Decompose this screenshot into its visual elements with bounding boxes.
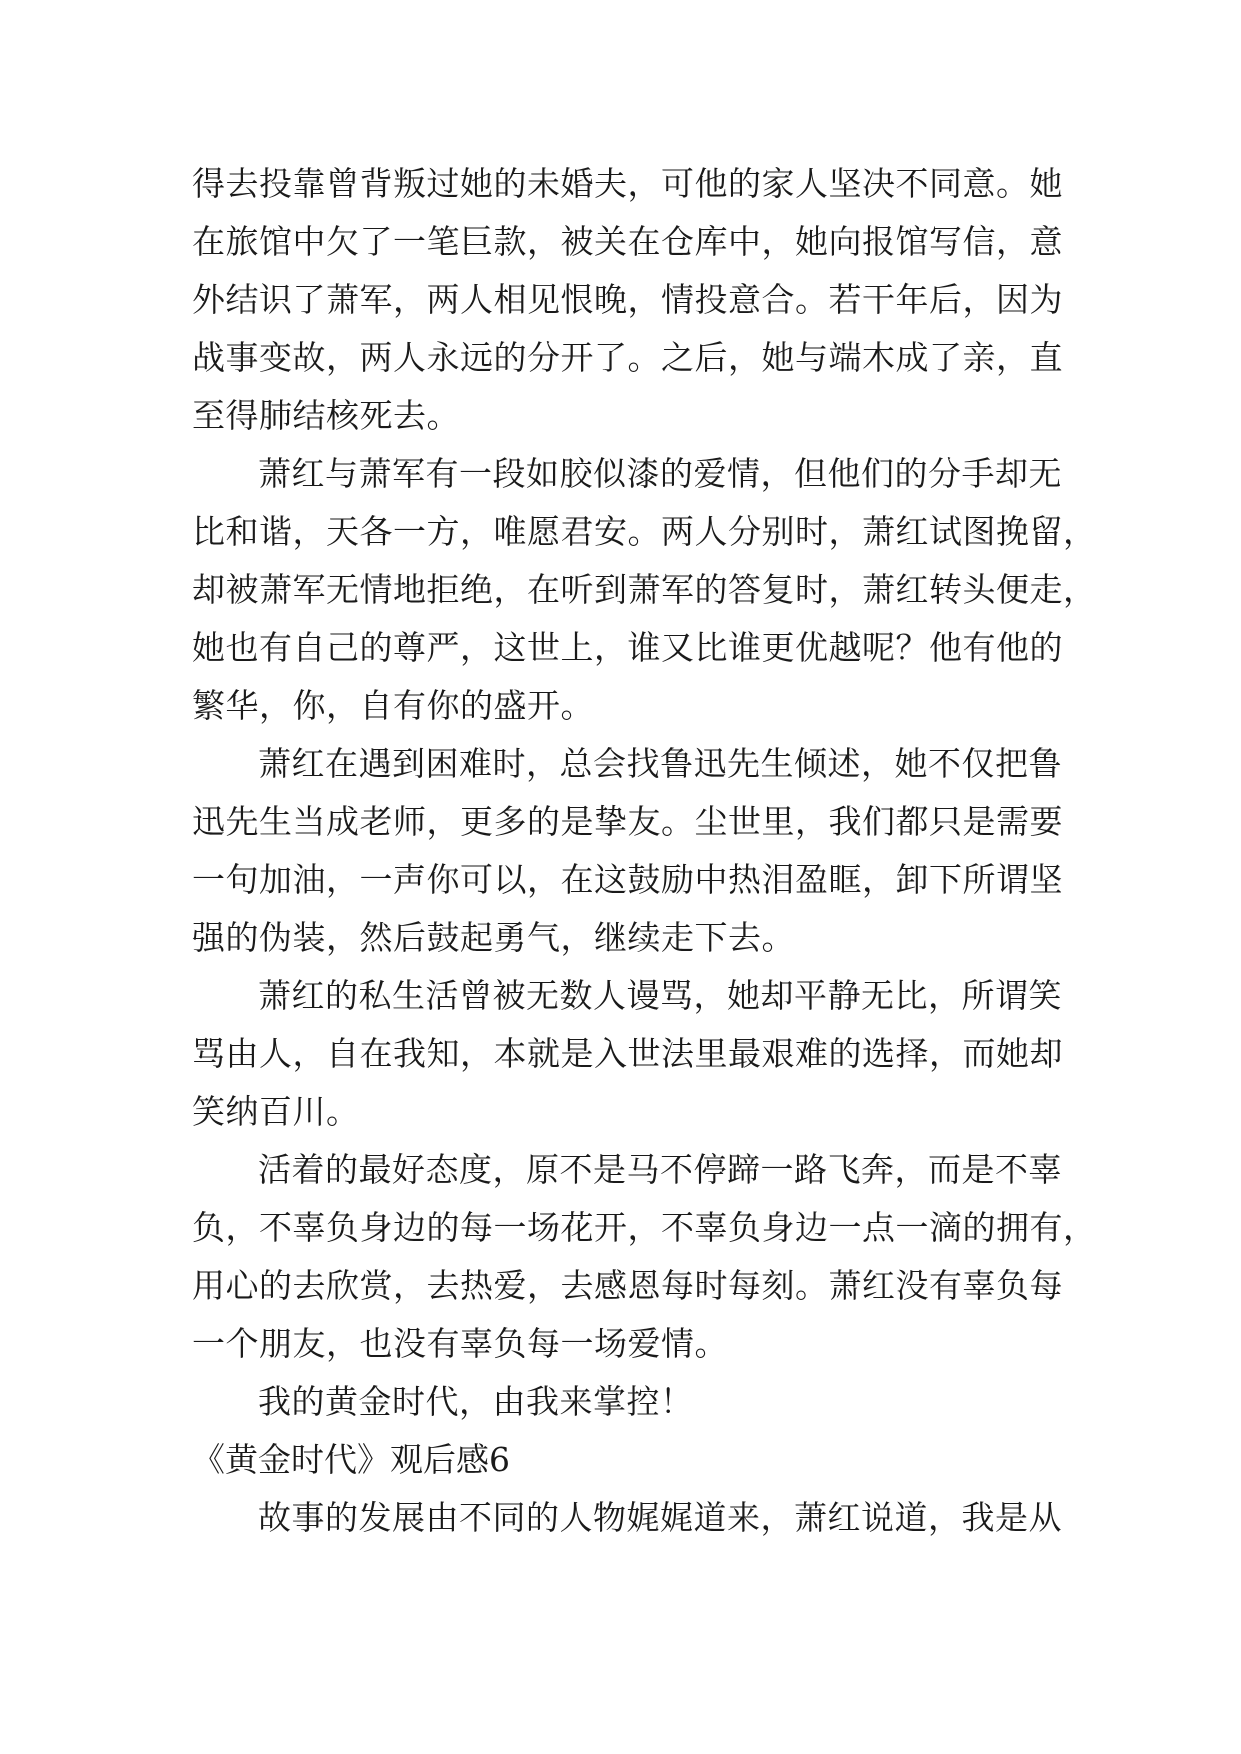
text-line: 故事的发展由不同的人物娓娓道来，萧红说道，我是从 — [258, 1498, 1062, 1537]
text-line: 萧红在遇到困难时，总会找鲁迅先生倾述，她不仅把鲁 — [258, 744, 1062, 783]
text-line: 得去投靠曾背叛过她的未婚夫，可他的家人坚决不同意。她 — [192, 164, 1063, 203]
text-line: 战事变故，两人永远的分开了。之后，她与端木成了亲，直 — [192, 338, 1063, 377]
text-line: 一个朋友，也没有辜负每一场爱情。 — [192, 1324, 728, 1363]
text-line: 她也有自己的尊严，这世上，谁又比谁更优越呢？他有他的 — [192, 628, 1063, 667]
text-line: 用心的去欣赏，去热爱，去感恩每时每刻。萧红没有辜负每 — [192, 1266, 1063, 1305]
text-line: 活着的最好态度，原不是马不停蹄一路飞奔，而是不辜 — [258, 1150, 1062, 1189]
text-line: 外结识了萧军，两人相见恨晚，情投意合。若干年后，因为 — [192, 280, 1063, 319]
text-line: 萧红与萧军有一段如胶似漆的爱情，但他们的分手却无 — [258, 454, 1062, 493]
text-line: 骂由人，自在我知，本就是入世法里最艰难的选择，而她却 — [192, 1034, 1063, 1073]
text-line: 迅先生当成老师，更多的是挚友。尘世里，我们都只是需要 — [192, 802, 1063, 841]
text-line: 繁华，你，自有你的盛开。 — [192, 686, 594, 725]
text-line: 在旅馆中欠了一笔巨款，被关在仓库中，她向报馆写信，意 — [192, 222, 1063, 261]
text-line: 至得肺结核死去。 — [192, 396, 460, 435]
text-line: 强的伪装，然后鼓起勇气，继续走下去。 — [192, 918, 795, 957]
text-line: 我的黄金时代，由我来掌控！ — [258, 1382, 694, 1421]
text-line: 一句加油，一声你可以，在这鼓励中热泪盈眶，卸下所谓坚 — [192, 860, 1063, 899]
document-page — [192, 155, 1097, 1547]
text-line: 笑纳百川。 — [192, 1092, 360, 1131]
text-line: 却被萧军无情地拒绝，在听到萧军的答复时，萧红转头便走， — [192, 570, 1097, 609]
text-line: 比和谐，天各一方，唯愿君安。两人分别时，萧红试图挽留， — [192, 512, 1097, 551]
text-line: 萧红的私生活曾被无数人谩骂，她却平静无比，所谓笑 — [258, 976, 1062, 1015]
text-line: 负，不辜负身边的每一场花开，不辜负身边一点一滴的拥有， — [192, 1208, 1097, 1247]
section-heading: 《黄金时代》观后感6 — [192, 1440, 510, 1479]
